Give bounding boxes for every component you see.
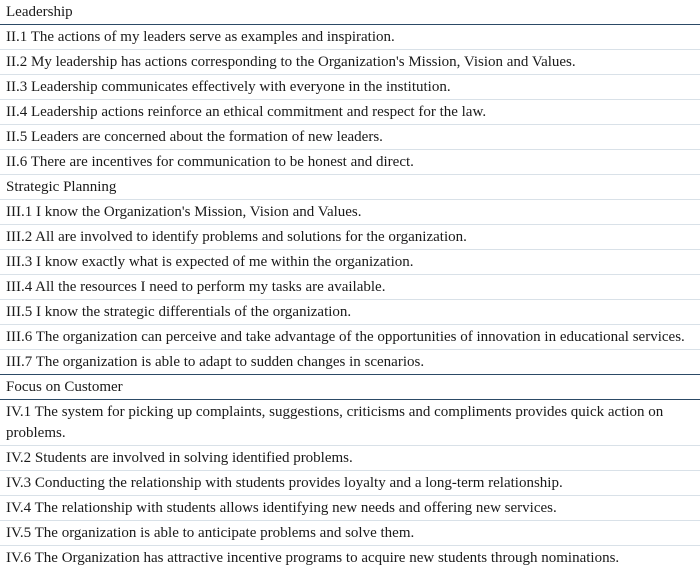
item-III-6: III.6 The organization can perceive and take advantage of the opportunities of innovation in educational services. — [0, 324, 700, 349]
item-II-2: II.2 My leadership has actions corresponding to the Organization's Mission, Vision and Values. — [0, 49, 700, 74]
item-IV-6: IV.6 The Organization has attractive incentive programs to acquire new students through nominations. — [0, 545, 700, 570]
item-II-6: II.6 There are incentives for communication to be honest and direct. — [0, 149, 700, 174]
item-IV-4: IV.4 The relationship with students allows identifying new needs and offering new services. — [0, 495, 700, 520]
item-II-5: II.5 Leaders are concerned about the formation of new leaders. — [0, 124, 700, 149]
item-II-3: II.3 Leadership communicates effectively with everyone in the institution. — [0, 74, 700, 99]
item-II-4: II.4 Leadership actions reinforce an ethical commitment and respect for the law. — [0, 99, 700, 124]
item-III-2: III.2 All are involved to identify problems and solutions for the organization. — [0, 224, 700, 249]
item-IV-1: IV.1 The system for picking up complaints, suggestions, criticisms and compliments provides quick action on problems. — [0, 399, 700, 445]
item-III-1: III.1 I know the Organization's Mission, Vision and Values. — [0, 199, 700, 224]
section-header-strategic-planning: Strategic Planning — [0, 174, 700, 199]
item-III-3: III.3 I know exactly what is expected of me within the organization. — [0, 249, 700, 274]
item-III-4: III.4 All the resources I need to perform my tasks are available. — [0, 274, 700, 299]
section-header-leadership: Leadership — [6, 4, 73, 20]
item-II-1: II.1 The actions of my leaders serve as examples and inspiration. — [0, 24, 700, 49]
item-IV-5: IV.5 The organization is able to anticipate problems and solve them. — [0, 520, 700, 545]
section-header-focus-on-customer: Focus on Customer — [0, 374, 700, 399]
item-III-7: III.7 The organization is able to adapt to sudden changes in scenarios. — [0, 349, 700, 374]
item-III-5: III.5 I know the strategic differentials of the organization. — [0, 299, 700, 324]
item-IV-2: IV.2 Students are involved in solving identified problems. — [0, 445, 700, 470]
item-IV-3: IV.3 Conducting the relationship with students provides loyalty and a long-term relationship. — [0, 470, 700, 495]
